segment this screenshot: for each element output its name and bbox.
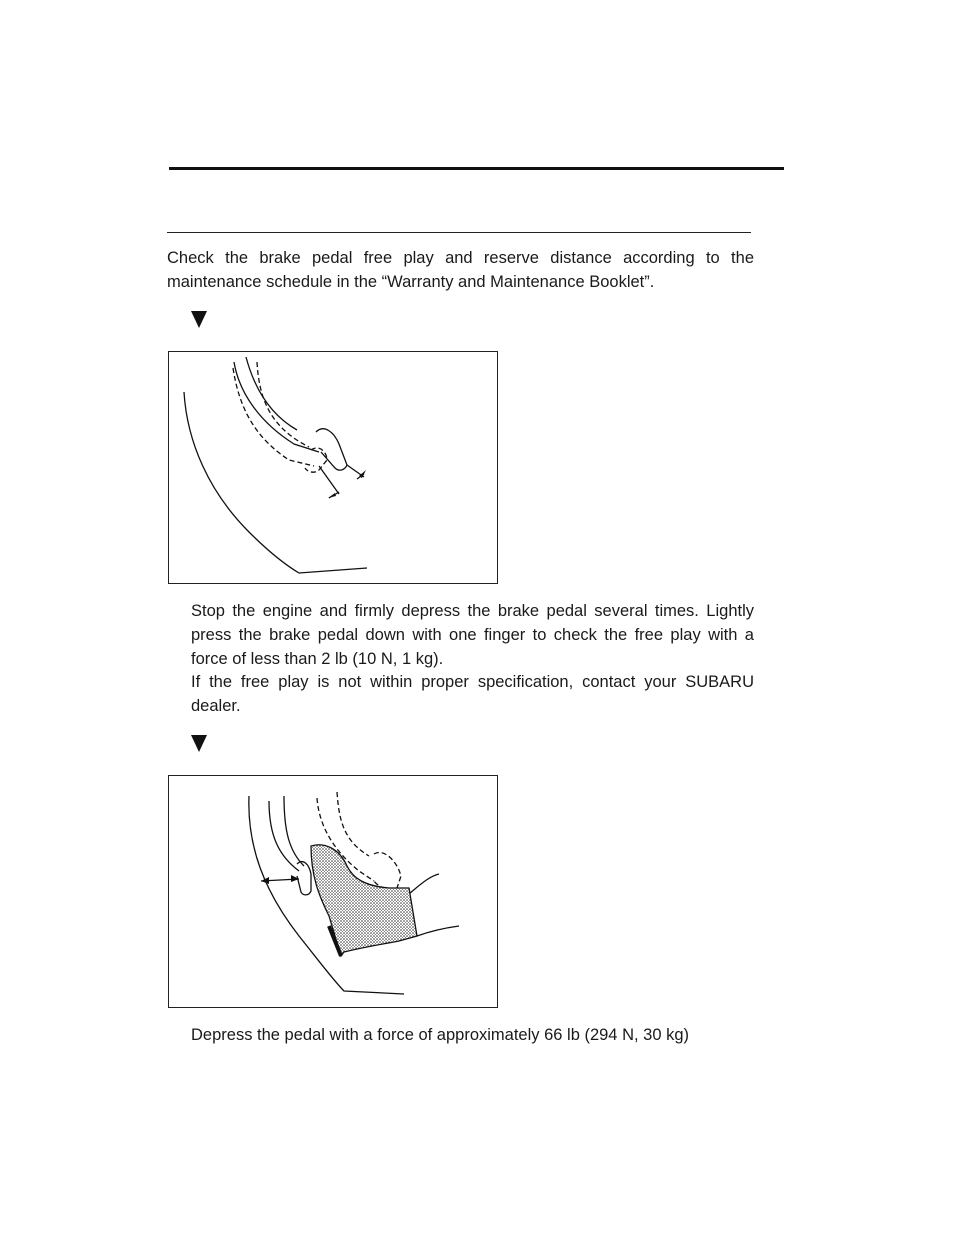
subsection-title-rule — [167, 232, 751, 233]
brake-pedal-free-play-drawing — [169, 352, 497, 583]
brake-pedal-reserve-distance-drawing — [169, 776, 497, 1007]
reserve-distance-illustration — [168, 775, 498, 1008]
subheading-triangle-icon — [191, 735, 207, 752]
intro-paragraph: Check the brake pedal free play and reserve distance according to the maintenance schedule in the “Warranty and Maintenance Booklet”. — [167, 249, 754, 291]
free-play-illustration — [168, 351, 498, 584]
subheading-triangle-icon — [191, 311, 207, 328]
reserve-distance-step-paragraph: Depress the pedal with a force of approximately 66 lb (294 N, 30 kg) — [191, 1026, 690, 1044]
free-play-note-paragraph: If the free play is not within proper specification, contact your SUBARU dealer. — [191, 673, 754, 715]
section-header-rule — [169, 167, 784, 170]
free-play-step-paragraph: Stop the engine and firmly depress the brake pedal several times. Lightly press the brake pedal down with one finger to check the free play with a force of less than 2 lb (10 N, 1 kg). — [191, 602, 754, 668]
